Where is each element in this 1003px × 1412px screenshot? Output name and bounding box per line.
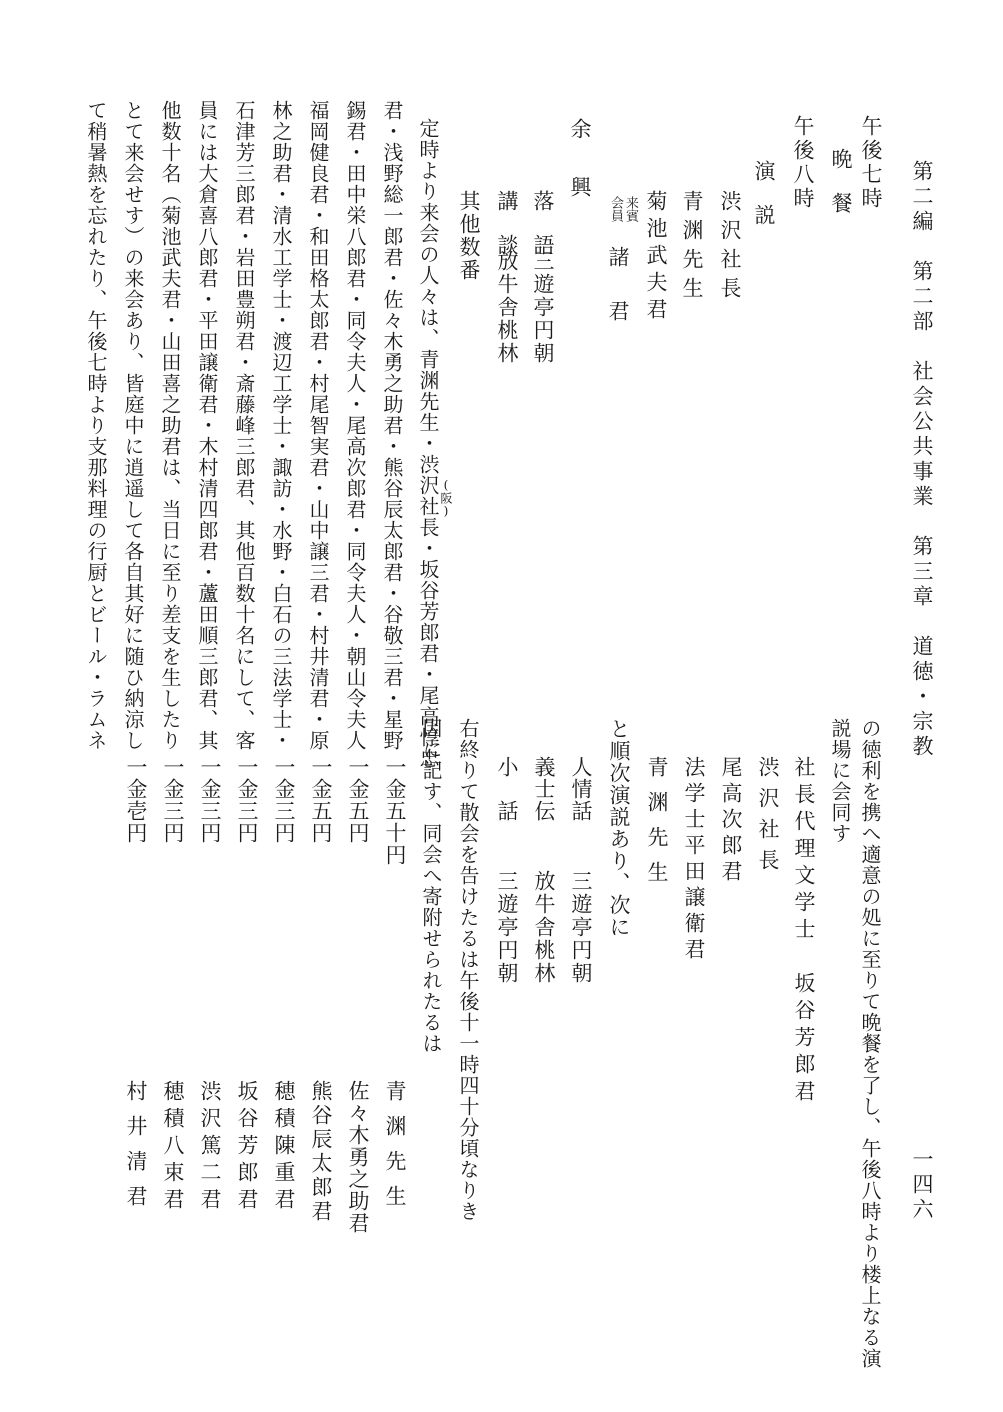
- gishiden-label: 義士伝: [532, 756, 556, 822]
- lower-line-1: の徳利を携へ適意の処に至りて晩餐を了し、午後八時より楼上なる演: [858, 718, 882, 1369]
- speaker-shibusawa: 渋沢社長: [718, 190, 742, 306]
- dinner-label: 晩 餐: [829, 148, 853, 214]
- body-line-9: とて来会せす）の来会あり、皆庭中に逍遥して各自其好に随ひ納涼し: [121, 100, 145, 751]
- body-line-3: 錫君・田中栄八郎君・同令夫人・尾高次郎君・同令夫人・朝山令夫人: [343, 100, 367, 751]
- donation-amount: 一金五十円: [383, 756, 407, 866]
- donation-donor: 渋沢篤二君: [198, 1080, 222, 1215]
- guests-label: 来賓: [623, 196, 638, 222]
- running-head: 第二編 第二部 社会公共事業 第三章 道徳・宗教: [910, 160, 934, 760]
- donation-donor: 佐々木勇之助君: [346, 1080, 370, 1234]
- body-line-10: て稍暑熱を忘れたり、午後七時より支那料理の行厨とビール・ラムネ: [84, 100, 108, 751]
- rakugo-performer: 三遊亭円朝: [531, 250, 555, 365]
- donation-amount: 一金三円: [235, 756, 259, 844]
- others-label: 其他数番: [457, 190, 481, 282]
- donation-amount: 一金三円: [272, 756, 296, 844]
- speaker-aobuchi: 青渊先生: [680, 190, 704, 306]
- gishiden-performer: 放牛舎桃林: [532, 870, 556, 985]
- donation-amount: 一金五円: [309, 756, 333, 844]
- time-8pm: 午後八時: [791, 115, 815, 211]
- body-line-7: 員には大倉喜八郎君・平田譲衛君・木村清四郎君・蘆田順三郎君、其: [195, 100, 219, 751]
- speaker-sakatani: 社長代理文学士 坂谷芳郎君: [792, 756, 816, 1107]
- ninjobanashi-performer: 三遊亭円朝: [569, 870, 593, 985]
- body-line-2: 君・浅野総一郎君・佐々木勇之助君・熊谷辰太郎君・谷敬三君・星野: [380, 100, 404, 751]
- donation-amount: 一金三円: [161, 756, 185, 844]
- donation-donor: 熊谷辰太郎君: [309, 1080, 333, 1224]
- page-number: 一四六: [910, 1148, 934, 1223]
- donation-amount: 一金三円: [198, 756, 222, 844]
- speaker-all: 諸 君: [606, 246, 630, 327]
- lower-line-2: 説場に会同す: [828, 718, 852, 844]
- donation-amount: 一金壱円: [124, 756, 148, 844]
- donation-donor: 青渊先生: [383, 1080, 407, 1220]
- speaker-aobuchi-2: 青渊先生: [645, 756, 669, 896]
- body-line-6: 石津芳三郎君・岩田豊朔君・斎藤峰三郎君、其他百数十名にして、客: [232, 100, 256, 751]
- donation-donor: 村井清君: [124, 1080, 148, 1220]
- donation-donor: 坂谷芳郎君: [235, 1080, 259, 1215]
- lower-donation-intro: 因に記す、同会へ寄附せられたるは: [419, 718, 443, 1054]
- body-line-4: 福岡健良君・和田格太郎君・村尾智実君・山中譲三君・村井清君・原: [306, 100, 330, 751]
- entertainment-label: 余 興: [568, 118, 592, 205]
- speaker-hirata: 法学士平田譲衛君: [682, 756, 706, 964]
- body-line-1-note: (阪): [439, 478, 453, 518]
- kobanashi-performer: 三遊亭円朝: [495, 870, 519, 985]
- kodan-performer: 放牛舎桃林: [495, 250, 519, 365]
- lower-transition: と順次演説あり、次に: [607, 718, 631, 938]
- body-line-1: 定時より来会の人々は、青渊先生・渋沢社長・坂谷芳郎君・尾高惇忠: [416, 118, 440, 769]
- lower-closing: 右終りて散会を告けたるは午後十一時四十分頃なりき: [456, 718, 480, 1222]
- rakugo-label: 落 語: [531, 190, 555, 256]
- members-label: 会員: [608, 196, 623, 222]
- donation-donor: 穂積陳重君: [272, 1080, 296, 1215]
- time-7pm: 午後七時: [859, 115, 883, 211]
- kodan-label: 講 談: [495, 190, 519, 256]
- body-line-5: 林之助君・清水工学士・渡辺工学士・諏訪・水野・白石の三法学士・: [269, 100, 293, 751]
- body-line-8: 他数十名（菊池武夫君・山田喜之助君は、当日に至り差支を生したり: [158, 100, 182, 751]
- ninjobanashi-label: 人情話: [569, 756, 593, 822]
- donation-amount: 一金五円: [346, 756, 370, 844]
- speaker-odaka: 尾高次郎君: [719, 756, 743, 886]
- speech-label: 演 説: [752, 160, 776, 226]
- kobanashi-label: 小 話: [495, 756, 519, 822]
- speaker-shibusawa-2: 渋沢社長: [756, 756, 780, 880]
- donation-donor: 穂積八束君: [161, 1080, 185, 1215]
- speaker-kikuchi: 菊池武夫君: [644, 190, 668, 325]
